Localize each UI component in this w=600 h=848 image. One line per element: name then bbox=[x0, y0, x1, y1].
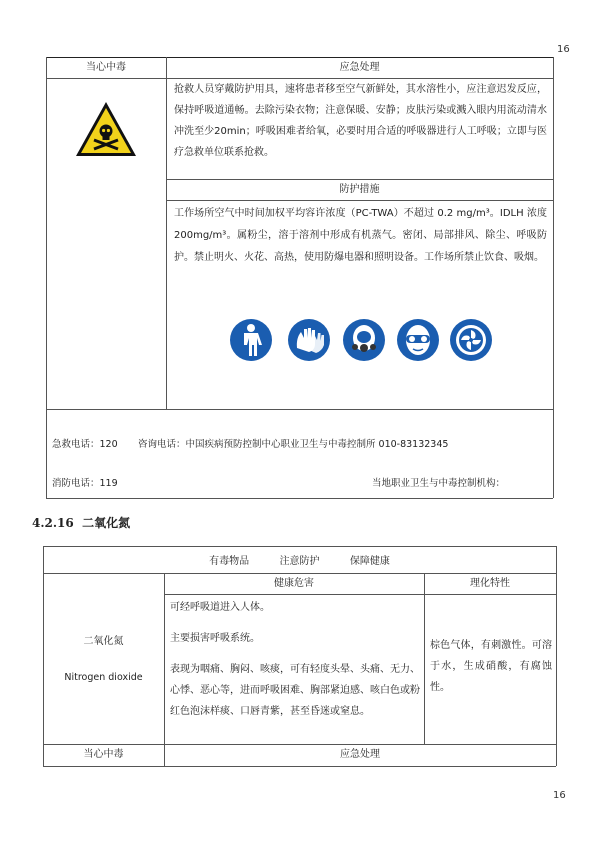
goggles-icon bbox=[396, 318, 440, 362]
ventilation-icon bbox=[449, 318, 493, 362]
emergency-title-2: 应急处理 bbox=[340, 749, 380, 760]
protection-title: 防护措施 bbox=[339, 184, 380, 195]
banner-item: 注意防护 bbox=[279, 556, 320, 567]
health-line-3: 表现为咽痛、胸闷、咳痰，可有轻度头晕、头痛、无力、心悸、恶心等，进而呼吸困难、胸部紧迫感、咳白色或粉红色泡沫样痰、口唇青紫，甚至昏迷或窒息。 bbox=[170, 664, 420, 717]
health-header: 健康危害 bbox=[274, 578, 314, 589]
props-header: 理化特性 bbox=[470, 578, 510, 589]
emergency-title: 应急处理 bbox=[339, 62, 380, 73]
protective-suit-icon bbox=[229, 318, 273, 362]
caution-label: 当心中毒 bbox=[86, 62, 126, 73]
section-heading bbox=[32, 514, 130, 531]
caution-label-2: 当心中毒 bbox=[83, 749, 124, 760]
fire-phone: 消防电话：119 bbox=[52, 478, 118, 489]
emergency-phone: 急救电话：120 bbox=[52, 439, 118, 450]
page-number-bottom: 16 bbox=[553, 790, 566, 801]
name-en: Nitrogen dioxide bbox=[64, 672, 143, 683]
props-text: 棕色气体，有刺激性。可溶于水，生成硝酸，有腐蚀性。 bbox=[430, 640, 552, 693]
section-number: 4.2.16 bbox=[32, 516, 74, 530]
local-agency: 当地职业卫生与中毒控制机构： bbox=[372, 478, 506, 489]
emergency-text: 抢救人员穿戴防护用具，速将患者移至空气新鲜处，其水溶性小，应注意迟发反应，保持呼吸道通畅。去除污染衣物；注意保暖、安静；皮肤污染或溅入眼内用流动清水冲洗至少20min；呼吸困难者给氧，必要时用合适的呼吸器进行人工呼吸；立即与医疗急救单位联系抢救。 bbox=[174, 84, 547, 158]
name-cn: 二氧化氮 bbox=[83, 636, 124, 647]
skull-warning-sign-icon bbox=[74, 100, 138, 158]
consult-phone: 咨询电话：中国疾病预防控制中心职业卫生与中毒控制所 010-83132345 bbox=[138, 439, 449, 450]
respirator-icon bbox=[342, 318, 386, 362]
page-number-top: 16 bbox=[557, 44, 570, 55]
banner-item: 保障健康 bbox=[349, 556, 390, 567]
health-line-2: 主要损害呼吸系统。 bbox=[170, 633, 260, 644]
banner-item: 有毒物品 bbox=[209, 556, 250, 567]
protection-text: 工作场所空气中时间加权平均容许浓度（PC-TWA）不超过 0.2 mg/m³。IDLH 浓度 200mg/m³。属粉尘，溶于溶剂中形成有机蒸气。密闭、局部排风、除尘、呼吸防护。禁止明火、火花、高热，使用防爆电器和照明设备。工作场所禁止饮食、吸烟。 bbox=[174, 208, 547, 263]
gloves-icon bbox=[287, 318, 331, 362]
section-title: 二氧化氮 bbox=[82, 516, 131, 530]
health-line-1: 可经呼吸道进入人体。 bbox=[170, 602, 270, 613]
banner bbox=[43, 552, 556, 567]
